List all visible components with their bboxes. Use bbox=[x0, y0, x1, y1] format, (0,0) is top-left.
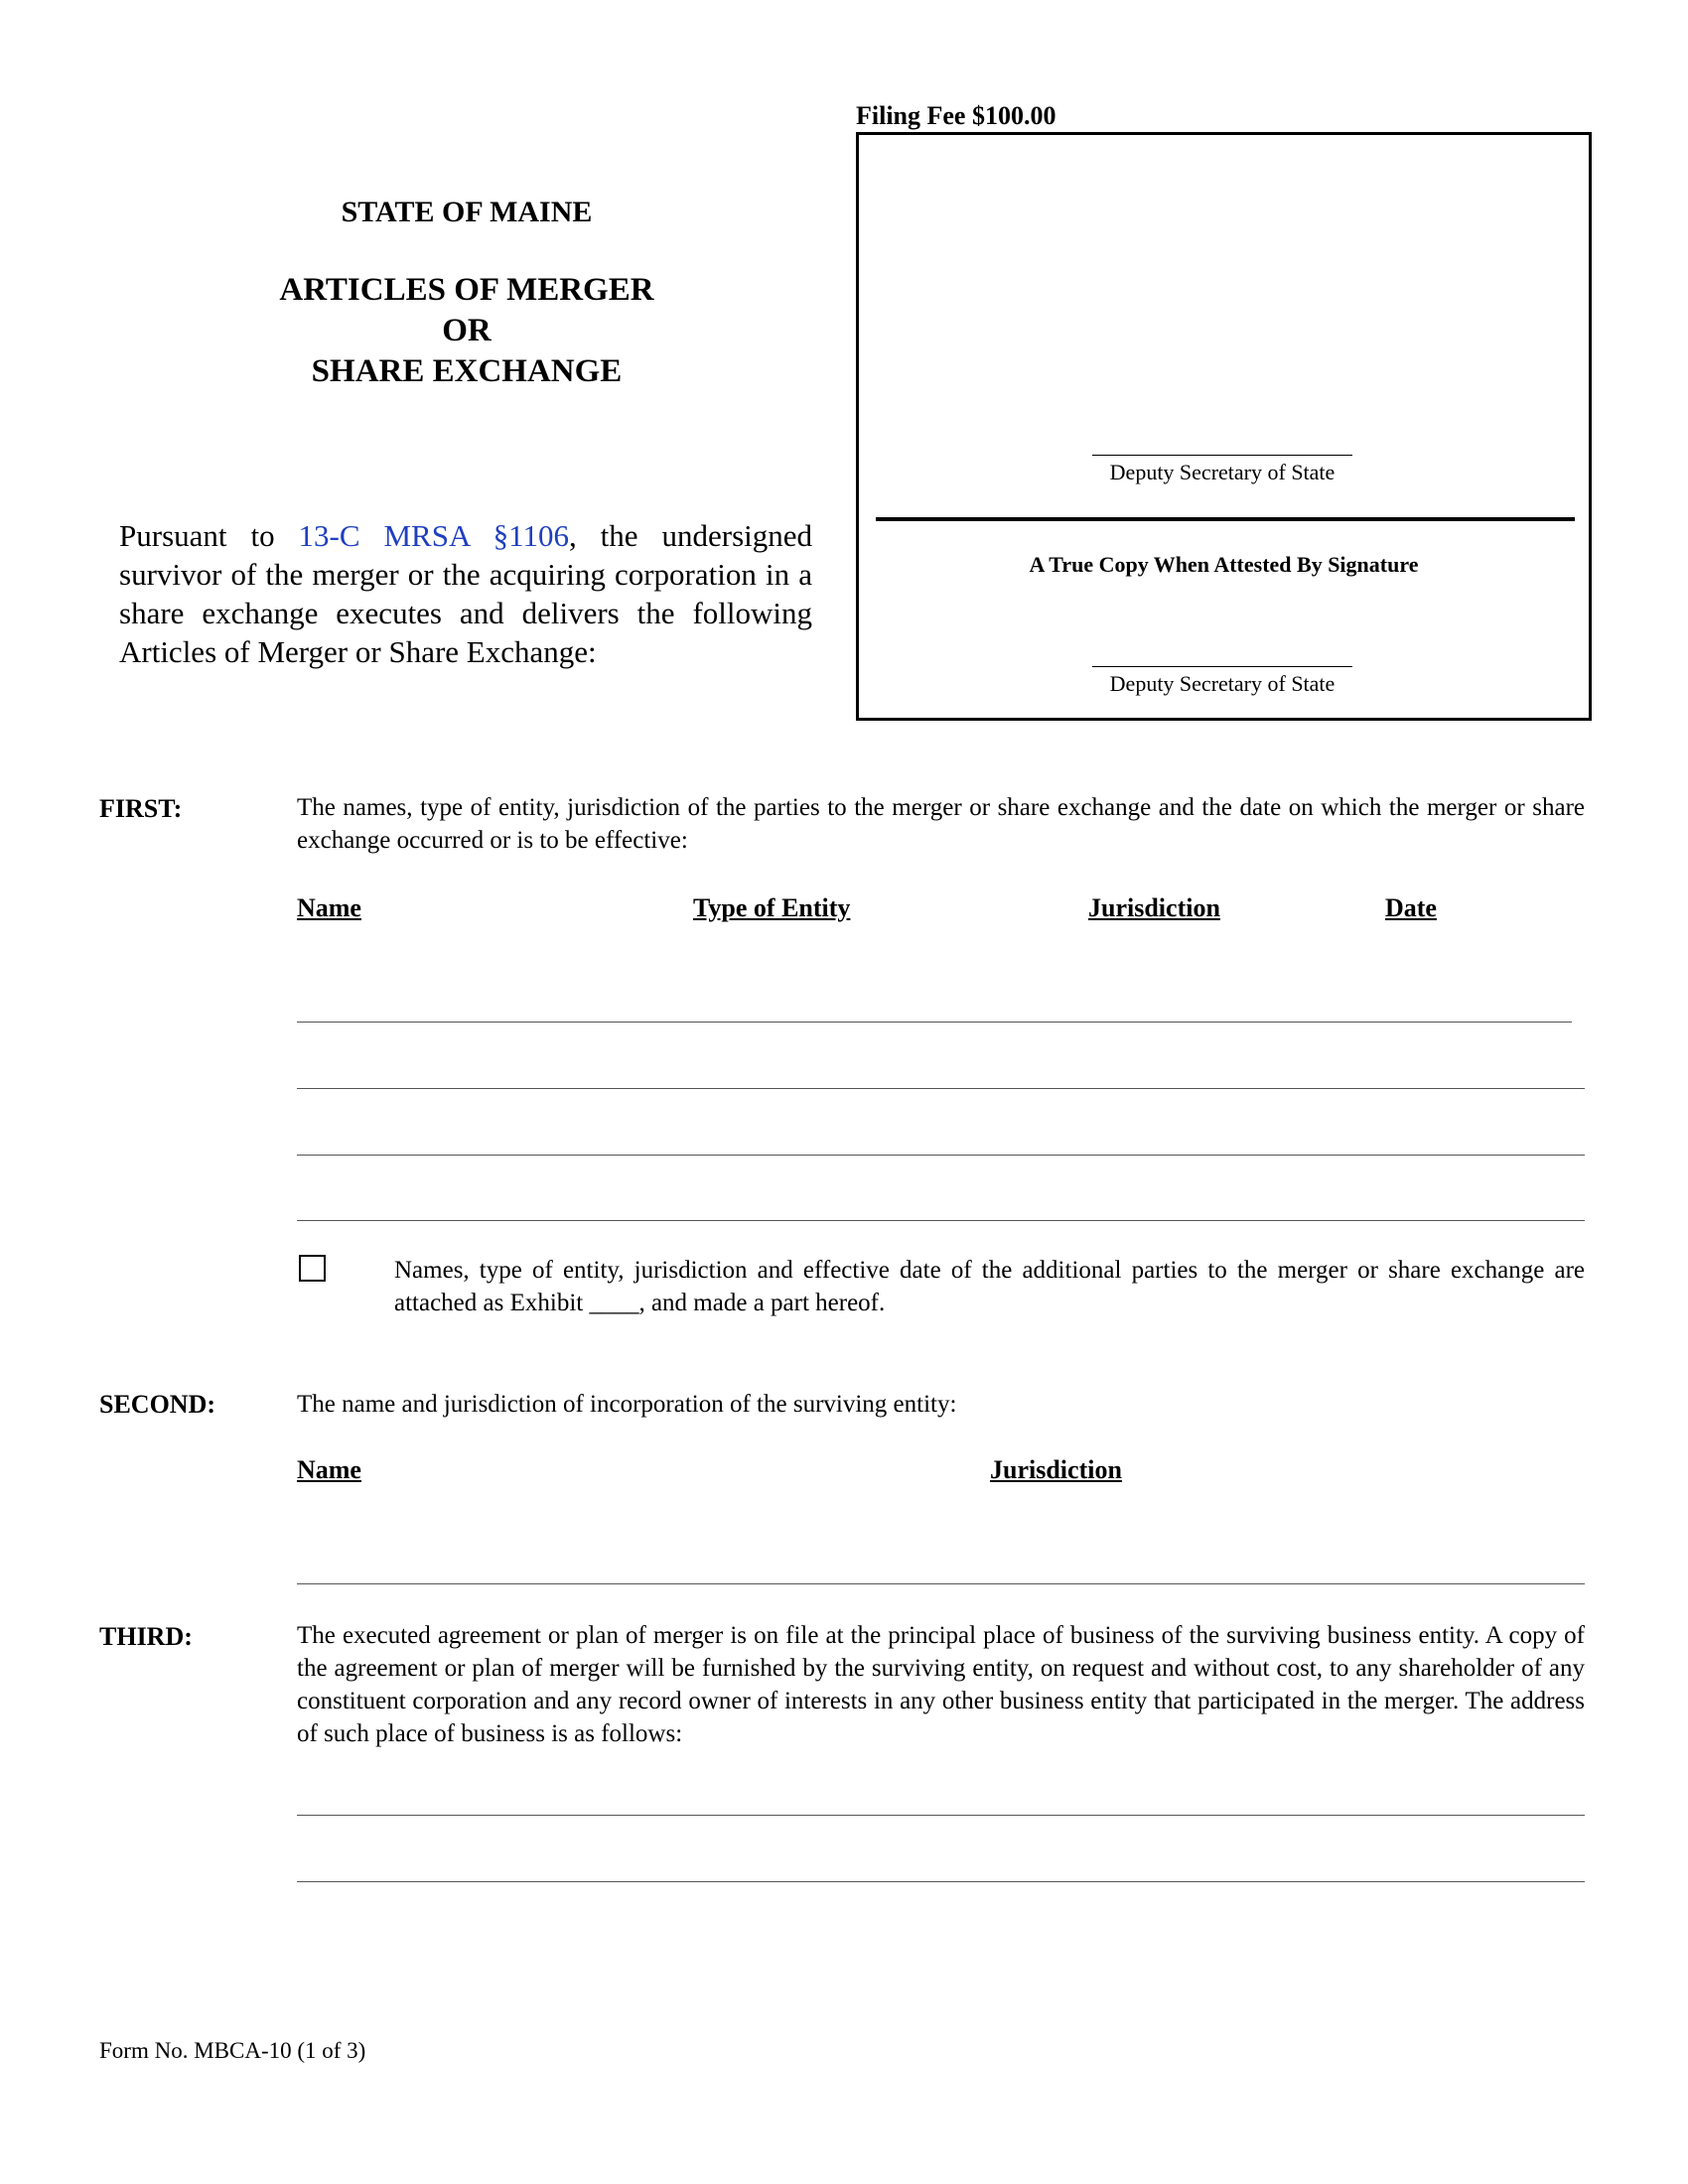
first-entry-line[interactable] bbox=[297, 1155, 1585, 1156]
first-col-name: Name bbox=[297, 893, 361, 922]
title-line-2: OR bbox=[442, 313, 492, 348]
signature-line-1 bbox=[1092, 455, 1352, 456]
first-text: The names, type of entity, jurisdiction of the parties to the merger or share exchange and the date on which the merger or share exchange occurred or is to be effective: bbox=[297, 794, 1585, 854]
filing-fee: Filing Fee $100.00 bbox=[856, 101, 1056, 130]
state-title: STATE OF MAINE bbox=[341, 196, 593, 228]
title-line-1: ARTICLES OF MERGER bbox=[279, 272, 654, 308]
deputy-secretary-label-2: Deputy Secretary of State bbox=[1109, 671, 1336, 696]
exhibit-checkbox[interactable] bbox=[299, 1255, 326, 1282]
statute-link[interactable]: 13-C MRSA §1106 bbox=[298, 518, 569, 553]
second-label: SECOND: bbox=[99, 1390, 216, 1419]
signature-line-2 bbox=[1092, 666, 1352, 667]
intro-prefix: Pursuant to bbox=[119, 518, 299, 553]
second-entry-line[interactable] bbox=[297, 1583, 1585, 1584]
box-divider bbox=[876, 517, 1575, 521]
intro-paragraph bbox=[119, 516, 812, 671]
third-address-line[interactable] bbox=[297, 1881, 1585, 1882]
form-number: Form No. MBCA-10 (1 of 3) bbox=[99, 2038, 366, 2063]
true-copy-label: A True Copy When Attested By Signature bbox=[1029, 552, 1419, 577]
title-line-3: SHARE EXCHANGE bbox=[311, 353, 623, 389]
second-col-name: Name bbox=[297, 1455, 361, 1484]
third-label: THIRD: bbox=[99, 1622, 193, 1651]
third-address-line[interactable] bbox=[297, 1815, 1585, 1816]
first-entry-line[interactable] bbox=[297, 1220, 1585, 1221]
deputy-secretary-label-1: Deputy Secretary of State bbox=[1109, 460, 1336, 484]
second-col-jurisdiction: Jurisdiction bbox=[990, 1455, 1122, 1484]
first-entry-line[interactable] bbox=[297, 1022, 1572, 1023]
filing-box bbox=[856, 132, 1592, 721]
first-entry-line[interactable] bbox=[297, 1088, 1585, 1089]
first-col-jurisdiction: Jurisdiction bbox=[1088, 893, 1220, 922]
exhibit-text: Names, type of entity, jurisdiction and effective date of the additional parties to the merger or share exchange are attached as Exhibit ____, and made a part hereof. bbox=[394, 1257, 1585, 1316]
first-col-type: Type of Entity bbox=[693, 893, 851, 922]
intro-suffix: , the undersigned survivor of the merger or the acquiring corporation in a share exchange executes and delivers the following Articles of Merger or Share Exchange: bbox=[119, 518, 812, 669]
second-text: The name and jurisdiction of incorporation of the surviving entity: bbox=[297, 1391, 957, 1418]
third-text: The executed agreement or plan of merger is on file at the principal place of business of the surviving business entity. A copy of the agreement or plan of merger will be furnished by the surviving entity, on request and without cost, to any shareholder of any constituent corporation and any record owner of interests in any other business entity that participated in the merger. The address of such place of business is as follows: bbox=[297, 1622, 1585, 1747]
first-col-date: Date bbox=[1385, 893, 1437, 922]
first-label: FIRST: bbox=[99, 794, 183, 823]
document-title bbox=[119, 270, 814, 392]
